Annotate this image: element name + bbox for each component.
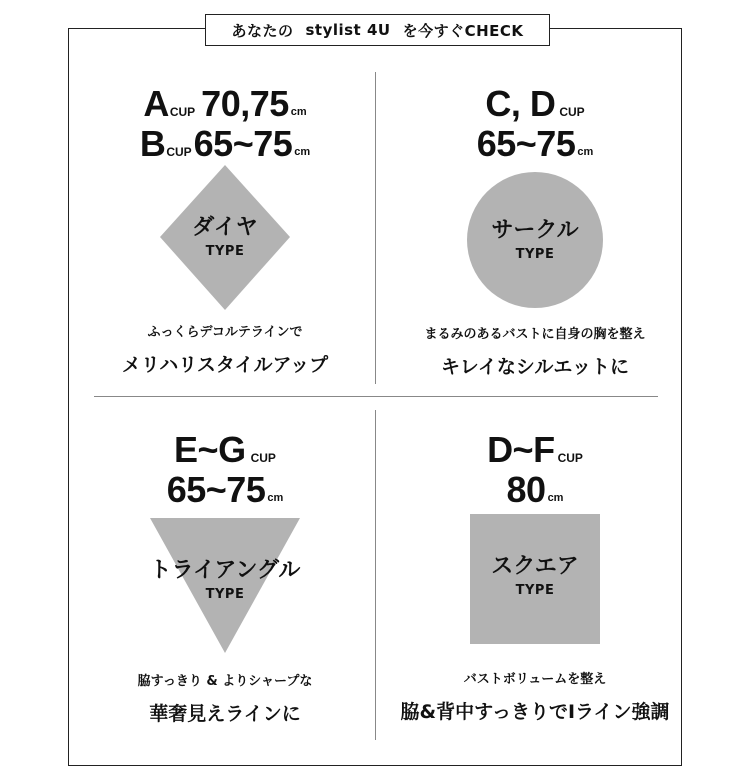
cup-letter-b: B	[139, 123, 166, 164]
shape-name: トライアングル	[149, 558, 301, 583]
band-size: 70,75	[201, 83, 289, 124]
divider-horizontal	[94, 396, 658, 397]
unit-label: cm	[294, 146, 311, 158]
band-size: 80	[506, 469, 546, 510]
size-line-band	[394, 468, 676, 508]
diamond-shape	[160, 165, 290, 315]
unit-label: cm	[267, 492, 284, 504]
band-size: 65~75	[193, 123, 293, 164]
size-line-cd	[394, 82, 676, 122]
size-line-band	[84, 468, 366, 508]
cup-letter-a: A	[143, 83, 169, 124]
description-large: 脇&背中すっきりでIライン強調	[400, 701, 670, 723]
shape-type: TYPE	[515, 247, 555, 262]
shape-name: スクエア	[491, 554, 579, 579]
shape-name: ダイヤ	[192, 215, 258, 240]
size-line-b	[84, 122, 366, 162]
quadrant-square	[394, 428, 676, 724]
description-small: 脇すっきり & よりシャープな	[137, 674, 313, 689]
divider-vertical-top	[375, 72, 376, 384]
description-small: ふっくらデコルテラインで	[147, 325, 303, 340]
size-line-a	[84, 82, 366, 122]
cup-label: CUP	[169, 105, 196, 119]
header-title	[205, 14, 550, 46]
size-line-eg	[84, 428, 366, 468]
divider-vertical-bottom	[375, 410, 376, 740]
band-size: 65~75	[476, 123, 576, 164]
size-line-band	[394, 122, 676, 162]
shape-name: サークル	[491, 218, 579, 243]
cup-label: CUP	[166, 145, 192, 159]
header-part3: を今すぐCHECK	[402, 21, 524, 40]
size-line-df	[394, 428, 676, 468]
cup-label: CUP	[559, 105, 585, 119]
cup-letters: C, D	[485, 83, 556, 124]
header-part2: stylist 4U	[305, 21, 391, 39]
description-large: キレイなシルエットに	[440, 356, 629, 378]
shape-type: TYPE	[515, 583, 555, 598]
band-size: 65~75	[166, 469, 266, 510]
description-large: 華奢見えラインに	[149, 703, 301, 725]
description-small: まるみのあるバストに自身の胸を整え	[424, 327, 646, 342]
unit-label: cm	[290, 106, 307, 118]
description-large: メリハリスタイルアップ	[121, 354, 329, 376]
unit-label: cm	[547, 492, 564, 504]
description-small: バストボリュームを整え	[463, 672, 607, 687]
quadrant-circle	[394, 82, 676, 379]
quadrant-diamond	[84, 82, 366, 377]
cup-label: CUP	[250, 451, 276, 465]
unit-label: cm	[577, 146, 594, 158]
square-shape	[470, 514, 600, 644]
triangle-shape	[150, 518, 300, 653]
cup-label: CUP	[557, 451, 583, 465]
shape-type: TYPE	[205, 244, 245, 259]
quadrant-triangle	[84, 428, 366, 726]
cup-letters: D~F	[487, 429, 555, 470]
cup-letters: E~G	[174, 429, 246, 470]
shape-type: TYPE	[205, 587, 245, 602]
circle-shape	[465, 170, 605, 310]
header-part1: あなたの	[231, 21, 294, 40]
